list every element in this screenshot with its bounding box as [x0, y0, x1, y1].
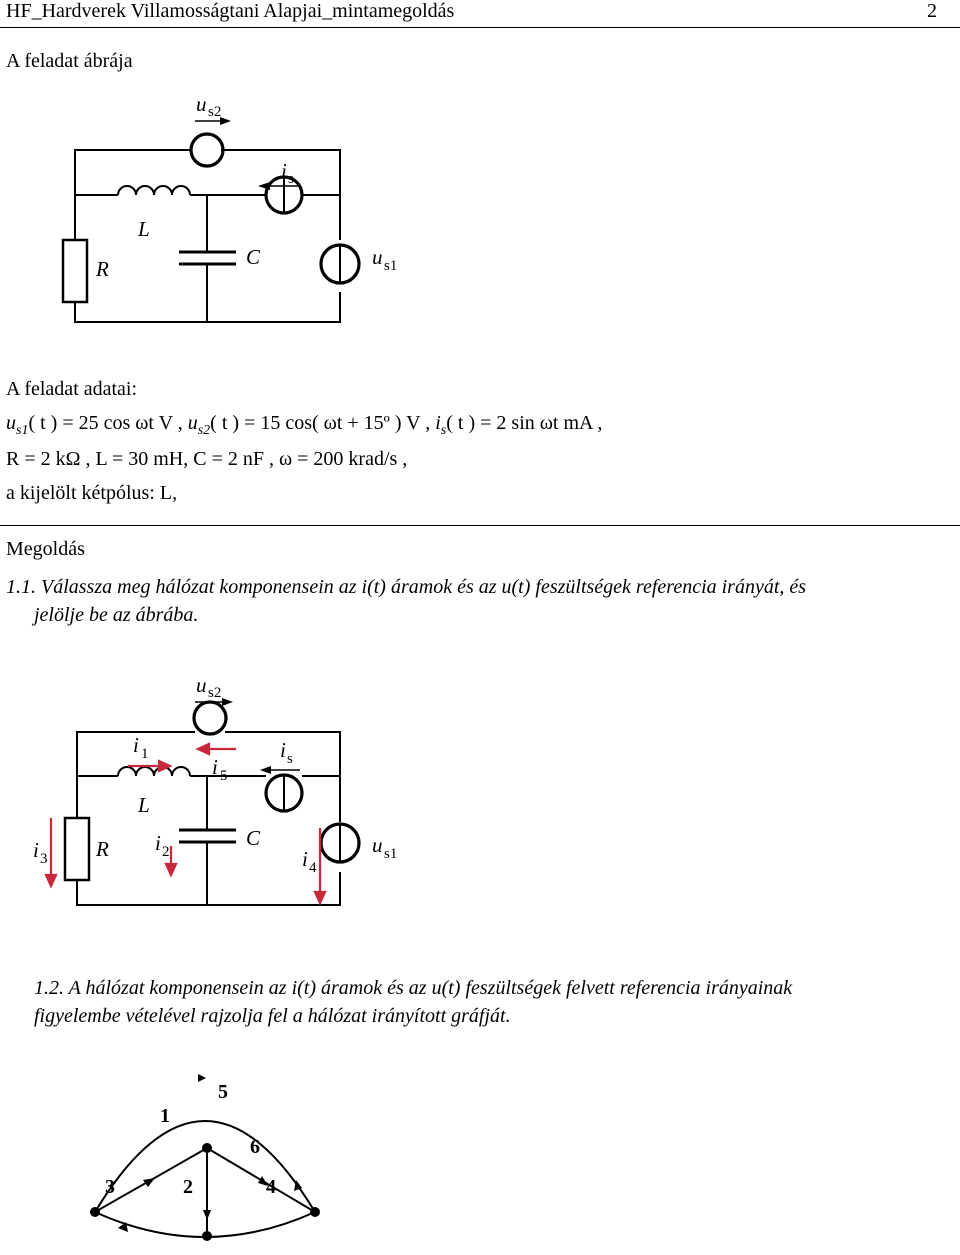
graph-edge-1: 1 [160, 1105, 170, 1127]
task-1-2-line-2: figyelembe vételével rajzolja fel a hálózat irányított gráfját. [34, 1005, 511, 1027]
label-is-sub: s [288, 171, 294, 187]
graph-edge-2: 2 [183, 1176, 193, 1198]
data-us2-symbol: u [187, 412, 198, 434]
graph-edge-3: 3 [105, 1176, 115, 1198]
data-us1-symbol: u [6, 412, 16, 434]
graph-edge-6: 6 [250, 1136, 260, 1158]
c2-label-i3-sub: 3 [40, 851, 48, 867]
data-is-symbol: i [435, 412, 441, 434]
task-1-1-line-1: 1.1. Válassza meg hálózat komponensein az i(t) áramok és az u(t) feszültségek referencia irányát, és [6, 576, 807, 598]
page-number: 2 [927, 0, 937, 22]
c2-label-i3: i [33, 838, 39, 862]
c2-label-is: i [280, 738, 286, 762]
c2-label-us1: u [372, 833, 383, 857]
graph-edge-5: 5 [218, 1081, 228, 1103]
c2-label-i5-sub: 5 [220, 768, 228, 784]
header-title: HF_Hardverek Villamosságtani Alapjai_mintamegoldás [6, 0, 455, 22]
c2-label-L: L [138, 793, 150, 817]
task-1-1-line-2: jelölje be az ábrába. [34, 604, 199, 626]
c2-label-i4: i [302, 847, 308, 871]
graph-edge-4: 4 [266, 1176, 276, 1198]
label-L: L [138, 217, 150, 241]
label-C: C [246, 245, 261, 269]
label-us2-sub: s2 [208, 104, 222, 120]
c2-label-i5: i [212, 755, 218, 779]
c2-label-i1: i [133, 733, 139, 757]
data-us2-sub: s2 [197, 423, 211, 438]
task-1-2-line-1: 1.2. A hálózat komponensein az i(t) áramok és az u(t) feszültségek felvett referencia irányainak [34, 977, 793, 999]
c2-label-us2: u [196, 673, 207, 697]
section-data-title: A feladat adatai: [6, 378, 138, 400]
section-figure-title: A feladat ábrája [6, 50, 133, 72]
c2-label-is-sub: s [287, 751, 293, 767]
c2-label-i2: i [155, 831, 161, 855]
label-us2: u [196, 92, 207, 116]
data-us2-eq: ( t ) = 15 cos( ωt + 15º ) V , [210, 412, 431, 434]
c2-label-i4-sub: 4 [309, 860, 317, 876]
data-us1-sub: s1 [16, 423, 29, 438]
c2-label-i1-sub: 1 [141, 746, 149, 762]
data-line-3: a kijelölt kétpólus: L, [6, 482, 178, 504]
data-us1-eq: ( t ) = 25 cos ωt V , [28, 412, 183, 434]
c2-label-i2-sub: 2 [162, 844, 170, 860]
label-R: R [96, 257, 109, 281]
c2-label-us2-sub: s2 [208, 685, 222, 701]
data-is-eq: ( t ) = 2 sin ωt mA , [446, 412, 603, 434]
c2-label-C: C [246, 826, 261, 850]
label-is: i [281, 159, 287, 183]
section-solution-title: Megoldás [6, 538, 85, 560]
c2-label-R: R [96, 837, 109, 861]
label-us1-sub: s1 [384, 258, 398, 274]
data-is-sub: s [440, 423, 447, 438]
label-us1: u [372, 245, 383, 269]
c2-label-us1-sub: s1 [384, 846, 398, 862]
data-line-2: R = 2 kΩ , L = 30 mH, C = 2 nF , ω = 200 krad/s , [6, 448, 408, 470]
